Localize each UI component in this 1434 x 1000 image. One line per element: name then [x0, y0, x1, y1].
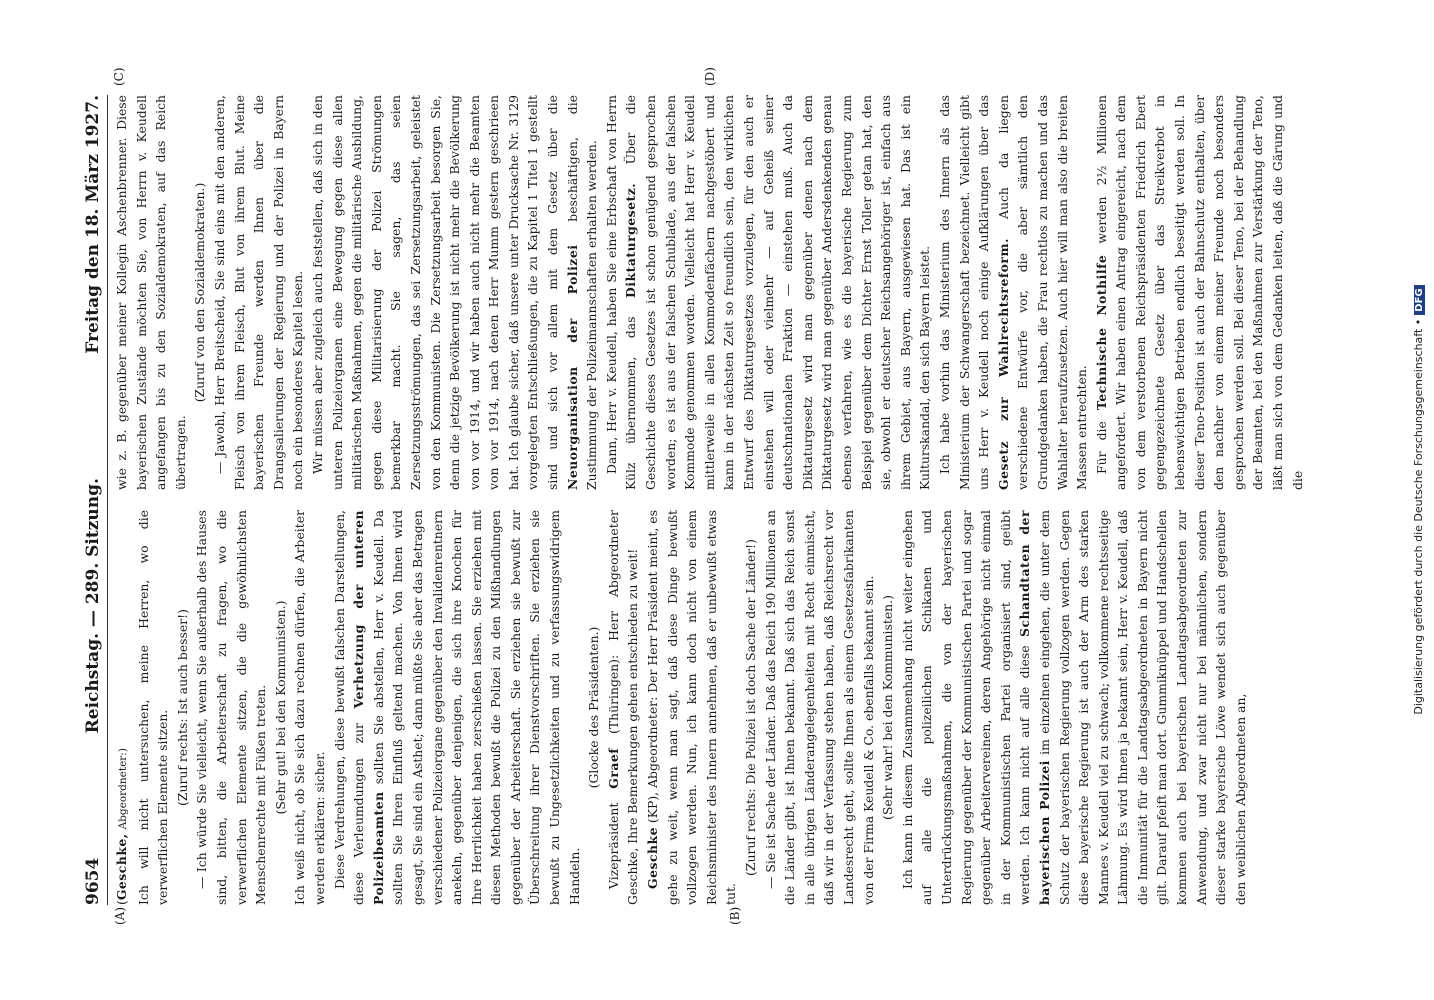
text-span: (Thüringen): Herr Abgeordneter Geschke, Ihre Bemerkungen gehen entschieden zu weit!	[605, 510, 641, 905]
emphasis: Diktaturgesetz.	[623, 182, 639, 298]
paragraph: Ich weiß nicht, ob Sie sich dazu rechnen dürfen, die Arbeiter werden erklären: sicher.	[292, 510, 327, 905]
text-span: beschäftigen, die Zustimmung der Polizeimannschaften erhalten werden.	[564, 95, 600, 490]
text-span: Diese Verdrehungen, diese bewußt falschen Darstellungen, diese Verleumdungen zur	[331, 510, 367, 905]
paragraph	[643, 510, 741, 905]
interjection: (Zuruf rechts: Ist auch besser!)	[174, 609, 190, 806]
margin-marker-c: (C)	[112, 67, 126, 86]
emphasis: Gesetz zur Wahlrechtsreform.	[995, 238, 1011, 490]
right-column	[112, 95, 1305, 490]
speaker-name: Geschke,	[114, 833, 129, 901]
session-date: Freitag den 18. März 1927.	[83, 95, 103, 354]
text-span: Auch da liegen verschiedene Entwürfe vor, die aber sämtlich den Grundgedanken haben, die Frau rechtlos zu machen und das Wahlalter heraufzusetzen. Auch hier will man also die breiten Massen entrechten.	[995, 95, 1090, 490]
emphasis: Technische Nothilfe	[1093, 254, 1109, 411]
page-header	[83, 95, 108, 905]
margin-marker-a: (A)	[113, 906, 127, 925]
emphasis: Neuorganisation der Polizei	[564, 244, 580, 490]
text-span: Ich kann in diesem Zusammenhang nicht weiter eingehen auf alle die polizeilichen Schikanen und Unterdrückungsmaßnahmen, die von der bayerischen Regierung gegenüber der Kommunistischen Partei und sogar gegenüber Arbeitervereinen, deren Angehörige nicht einmal in der Kommunistischen Partei organisiert sind, geübt werden. Ich kann nicht auf alle diese	[899, 510, 1033, 905]
speaker-role: Abgeordneter:)	[117, 748, 129, 830]
paragraph: wie z. B. gegenüber meiner Kollegin Aschenbrenner. Diese bayerischen Zustände möchten Sie, von Herrn v. Keudell angefangen bis zu den Sozialdemokraten, auf das Reich übertragen.	[114, 95, 188, 490]
text-span: (KP), Abgeordneter: Der Herr Präsident meint, es gehe zu weit, wenn man sagt, daß diese Dinge bewußt vollzogen werden. Nun, ich kann doch nicht von einem Reichsminister des Innern annehmen, daß er unbewußt etwas tut.	[645, 510, 739, 905]
paragraph: — Jawohl, Herr Breitscheid, Sie sind eins mit den anderen, Fleisch von ihrem Fleisch, Blut von ihrem Blut. Meine bayerischen Freunde werden Ihnen über die Drangsalierungen der Regierung und der Polizei in Bayern noch ein besonderes Kapitel lesen.	[211, 95, 306, 490]
page-number: 9654	[83, 857, 103, 905]
session-title: Reichstag. — 289. Sitzung.	[83, 478, 103, 734]
paragraph	[604, 510, 643, 905]
text-span: Über die Geschichte dieses Gesetzes ist schon genügend gesprochen worden; es ist aus der falschen Schublade, aus der falschen Kommode genommen worden. Vielleicht hat Herr v. Keudell mittlerweile in allen Kommodenfächern nachgestöbert und kann in der nächsten Zeit so freundlich sein, den wirklichen Entwurf des Diktaturgesetzes vorzulegen, für den auch er einstehen will oder vielmehr — auf Geheiß seiner deutschnationalen Fraktion — einstehen muß. Auch da Diktaturgesetz wird man gegenüber denen nach dem Diktaturgesetz wird man gegenüber Andersdenkenden genau ebenso verfahren, wie es die bayerische Regierung zum Beispiel gegenüber dem Dichter Ernst Toller getan hat, den sie, obwohl er deutscher Reichsangehöriger ist, einfach aus ihrem Gebiet, aus Bayern, ausgewiesen hat. Das ist ein Kulturskandal, den sich Bayern leistet.	[623, 95, 933, 490]
paragraph: — Ich würde Sie vielleicht, wenn Sie außerhalb des Hauses sind, bitten, die Arbeiterschaft zu fragen, wo die verwerflichen Elemente sitzen, die die gewöhnlichsten Menschenrechte mit Füßen treten.	[194, 510, 269, 905]
paragraph	[602, 95, 935, 490]
speaker-name: Geschke	[645, 827, 661, 889]
interjection: (Sehr gut! bei den Kommunisten.)	[272, 600, 288, 815]
interjection: (Zuruf von den Sozialdemokraten.)	[192, 182, 208, 403]
text-span: werden 2½ Millionen angefordert. Wir haben einen Antrag eingereicht, nach dem von dem verstorbenen Reichspräsidenten Friedrich Ebert gegengezeichnete Gesetz über das Streikverbot in lebenswichtigen Betrieben endlich beseitigt werden soll. In dieser Teno-Position ist auch der Bahnschutz enthalten, über den nachher von einem meiner Freunde noch besonders gesprochen werden soll. Bei dieser Teno, bei der Behandlung der Beamten, bei den Maßnahmen zur Verstärkung der Teno, läßt man sich von dem Gedanken leiten, daß die Gärung und die	[1093, 95, 1305, 490]
paragraph	[330, 510, 585, 905]
text-span: im einzelnen eingehen, die unter dem Schutz der bayerischen Regierung vollzogen werden. Gegen diese bayerische Regierung ist auch der Arm des starken Mannes v. Keudell viel zu schwach; vollkommene rechtsseitige Lähmung. Es wird Ihnen ja bekannt sein, Herr v. Keudell, daß die Immunität für die Landtagsabgeordneten in Bayern nicht gilt. Darauf pfeift man dort. Gummiknüppel und Handschellen kommen auch bei bayerischen Landtagsabgeordneten zur Anwendung, und zwar nicht nur bei männlichen, sondern dieser starke bayerische Löwe wendet sich auch gegenüber den weiblichen Abgeordneten an,	[1036, 510, 1248, 905]
left-column	[112, 510, 1248, 905]
emphasis: Verhetzung der unteren Polizeibeamten	[351, 510, 386, 905]
text-span: sollten Sie abstellen, Herr v. Keudell. Da sollten Sie Ihren Einfluß geltend machen. Von Ihnen wird gesagt, Sie sind ein Asthet; dann müßte Sie aber das Betragen verschiedener Polizeiorgane gegenüber den Invalidenrentnern anekeln, gegenüber denjenigen, die sich ihre Knochen für Ihre Herrlichkeit haben zerschießen lassen. Sie erziehen mit diesen Methoden bewußt die Polizei zu den Mißhandlungen gegenüber der Arbeiterschaft. Sie erziehen sie bewußt zur Überschreitung ihrer Dienstvorschriften. Sie erziehen sie bewußt zu Ungesetzlichkeiten und zu verfassungswidrigem Handeln.	[370, 510, 582, 905]
paragraph	[308, 95, 602, 490]
margin-marker-b: (B)	[728, 906, 742, 925]
text-span: Für die	[1093, 421, 1109, 474]
text-span: Vizepräsident	[605, 802, 621, 889]
paragraph	[935, 95, 1092, 490]
emphasis: Schandtaten der bayerischen Polizei	[1017, 510, 1052, 905]
speaker-line: (Geschke, Abgeordneter:)	[114, 748, 129, 905]
interjection: (Zuruf rechts: Die Polizei ist doch Sache der Länder!)	[743, 539, 758, 876]
digitization-text: Digitalisierung gefördert durch die Deutsche Forschungsgemeinschaft •	[1412, 318, 1425, 715]
paragraph	[1092, 95, 1308, 490]
margin-marker-d: (D)	[703, 67, 717, 86]
text-span: Wir müssen aber zugleich auch feststellen, daß sich in den unteren Polizeiorganen eine Bewegung gegen diese allen militärischen Maßnahmen, gegen die militärische Ausbildung, gegen diese Militarisierung der Polizei Strömungen bemerkbar macht. Sie sagen, das seien Zersetzungsströmungen, das sei Zersetzungsarbeit, geleistet von den Kommunisten. Die Zersetzungsarbeit besorgen Sie, denn die jetzige Bevölkerung ist nicht mehr die Bevölkerung von vor 1914, und wir haben auch nicht mehr die Beamten von vor 1914, nach denen Herr Mumm gestern geschrieen hat. Ich glaube sicher, daß unsere unter Drucksache Nr. 3129 vorgelegten Entschließungen, die zu Kapitel 1 Titel 1 gestellt sind und sich vor allem mit dem Gesetz über die	[309, 95, 561, 490]
paragraph	[898, 510, 1251, 905]
paragraph: — Sie ist Sache der Länder. Daß das Reich 190 Millionen an die Länder gibt, ist Ihnen bekannt. Daß sich das Reich sonst in alle übrigen Länderangelegenheiten mit Recht einmischt, daß wir in der Verfassung stehen haben, daß Reichsrecht vor Landesrecht geht, sollte Ihnen als einem Gesetzesfabrikanten von der Firma Keudell & Co. ebenfalls bekannt sein.	[762, 510, 876, 905]
paragraph: Ich will nicht untersuchen, meine Herren, wo die verwerflichen Elemente sitzen.	[135, 510, 171, 905]
interjection: (Sehr wahr! bei den Kommunisten.)	[880, 595, 896, 820]
dfg-logo: DFG	[1414, 285, 1425, 314]
interjection: (Glocke des Präsidenten.)	[586, 626, 602, 789]
speaker-name: Graef	[605, 747, 621, 789]
text-span: Ich habe vorhin das Ministerium des Innern als das Ministerium der Schwangerschaft bezeichnet. Vielleicht gibt uns Herr v. Keudell noch einige Aufklärungen über das	[936, 95, 992, 490]
text-span: Dann, Herr v. Keudell, haben Sie eine Erbschaft von Herrn Külz übernommen, das	[603, 95, 639, 490]
digitization-note	[1412, 0, 1428, 1000]
